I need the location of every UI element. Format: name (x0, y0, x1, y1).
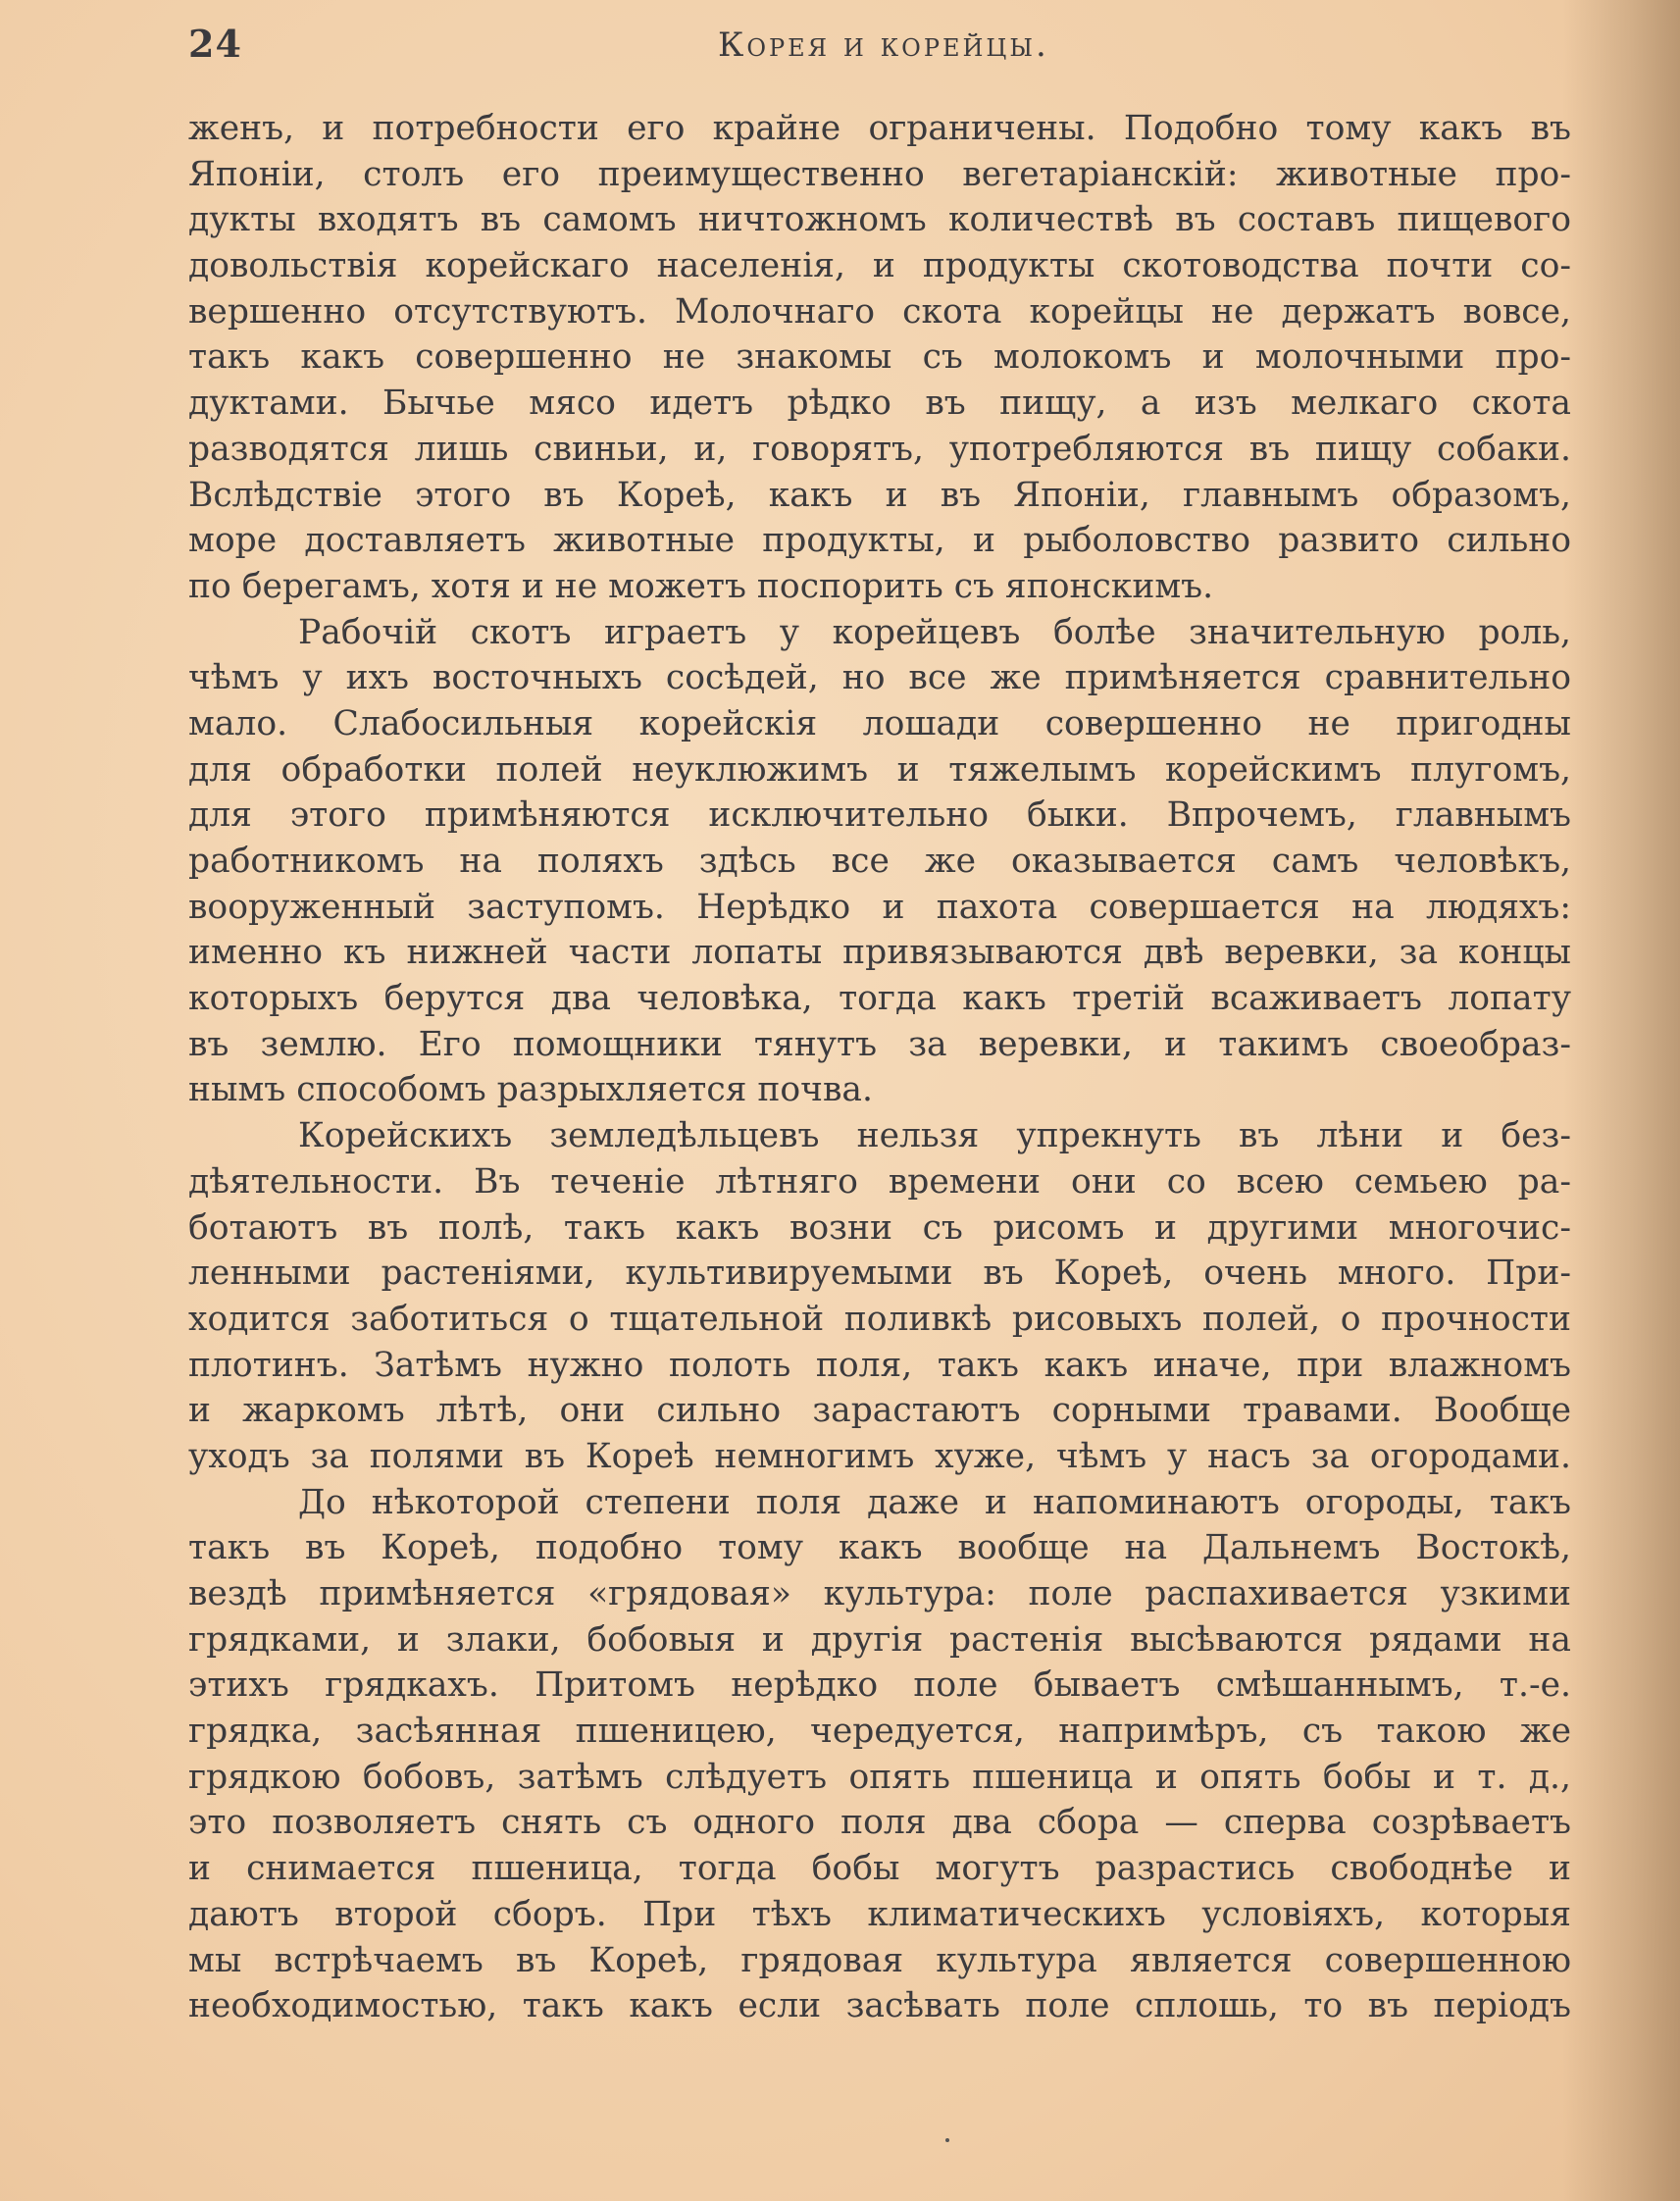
text-line: вездѣ примѣняется «грядовая» культура: поле распахивается узкими (188, 1574, 1571, 1613)
text-line: дуктами. Бычье мясо идетъ рѣдко въ пищу, а изъ мелкаго скота (188, 384, 1571, 424)
text-line: грядка, засѣянная пшеницею, чередуется, напримѣръ, съ такою же (188, 1712, 1571, 1752)
paragraph-first-line: Корейскихъ земледѣльцевъ нельзя упрекнуть въ лѣни и без- (298, 1116, 1571, 1156)
text-line: именно къ нижней части лопаты привязываются двѣ веревки, за концы (188, 933, 1571, 973)
text-line: и снимается пшеница, тогда бобы могутъ разрастись свободнѣе и (188, 1849, 1571, 1889)
text-line: и жаркомъ лѣтѣ, они сильно зарастаютъ сорными травами. Вообще (188, 1391, 1571, 1431)
text-line: даютъ второй сборъ. При тѣхъ климатическихъ условіяхъ, которыя (188, 1894, 1571, 1934)
text-line: женъ, и потребности его крайне ограничены. Подобно тому какъ въ (188, 109, 1571, 148)
text-line: разводятся лишь свиньи, и, говорятъ, употребляются въ пищу собаки. (188, 429, 1571, 469)
text-line: ленными растеніями, культивируемыми въ Кореѣ, очень много. При- (188, 1254, 1571, 1294)
paragraph-first-line: Рабочій скотъ играетъ у корейцевъ болѣе значительную роль, (298, 612, 1571, 652)
text-line: ботаютъ въ полѣ, такъ какъ возни съ рисомъ и другими многочис- (188, 1207, 1571, 1248)
text-line: мы встрѣчаемъ въ Кореѣ, грядовая культура является совершенною (188, 1940, 1571, 1980)
text-line: для обработки полей неуклюжимъ и тяжелымъ корейскимъ плугомъ, (188, 749, 1571, 790)
text-line: грядками, и злаки, бобовыя и другія растенія высѣваются рядами на (188, 1619, 1571, 1660)
text-line: вершенно отсутствуютъ. Молочнаго скота корейцы не держатъ вовсе, (188, 291, 1571, 332)
text-line: работникомъ на поляхъ здѣсь все же оказывается самъ человѣкъ, (188, 842, 1571, 881)
paragraph-last-line: нымъ способомъ разрыхляется почва. (188, 1070, 873, 1110)
text-line: мало. Слабосильныя корейскія лошади совершенно не пригодны (188, 703, 1571, 743)
text-line: грядкою бобовъ, затѣмъ слѣдуетъ опять пшеница и опять бобы и т. д., (188, 1757, 1571, 1797)
text-line: ходится заботиться о тщательной поливкѣ рисовыхъ полей, о прочности (188, 1299, 1571, 1339)
running-title: Корея и корейцы. (718, 26, 1049, 65)
running-head (188, 22, 1571, 80)
text-line: Японіи, столъ его преимущественно вегетаріанскій: животные про- (188, 154, 1571, 194)
text-line: вооруженный заступомъ. Нерѣдко и пахота совершается на людяхъ: (188, 887, 1571, 927)
paper-speck (945, 2138, 949, 2142)
text-line: такъ какъ совершенно не знакомы съ молокомъ и молочными про- (188, 337, 1571, 378)
paragraph-last-line: по берегамъ, хотя и не можетъ поспорить съ японскимъ. (188, 566, 1214, 606)
text-line: довольствія корейскаго населенія, и продукты скотоводства почти со- (188, 246, 1571, 286)
body-text (188, 106, 1571, 2029)
text-line: необходимостью, такъ какъ если засѣвать поле сплошь, то въ періодъ (188, 1986, 1571, 2026)
paragraph-first-line: До нѣкоторой степени поля даже и напоминаютъ огороды, такъ (298, 1482, 1571, 1522)
text-line: чѣмъ у ихъ восточныхъ сосѣдей, но все же примѣняется сравнительно (188, 658, 1571, 698)
text-line: такъ въ Кореѣ, подобно тому какъ вообще на Дальнемъ Востокѣ, (188, 1528, 1571, 1568)
text-line: Вслѣдствіе этого въ Кореѣ, какъ и въ Японіи, главнымъ образомъ, (188, 475, 1571, 515)
text-line: дѣятельности. Въ теченіе лѣтняго времени они со всею семьею ра- (188, 1161, 1571, 1202)
text-line: этихъ грядкахъ. Притомъ нерѣдко поле бываетъ смѣшаннымъ, т.-е. (188, 1665, 1571, 1706)
text-line: море доставляетъ животные продукты, и рыболовство развито сильно (188, 521, 1571, 561)
page-number: 24 (188, 22, 242, 66)
text-line: которыхъ берутся два человѣка, тогда какъ третій всаживаетъ лопату (188, 979, 1571, 1019)
text-line: для этого примѣняются исключительно быки. Впрочемъ, главнымъ (188, 795, 1571, 836)
text-line: уходъ за полями въ Кореѣ немногимъ хуже, чѣмъ у насъ за огородами. (188, 1436, 1571, 1476)
text-line: въ землю. Его помощники тянутъ за веревки, и такимъ своеобраз- (188, 1024, 1571, 1064)
text-line: плотинъ. Затѣмъ нужно полоть поля, такъ какъ иначе, при влажномъ (188, 1345, 1571, 1385)
text-line: это позволяетъ снять съ одного поля два сбора — сперва созрѣваетъ (188, 1803, 1571, 1843)
text-line: дукты входятъ въ самомъ ничтожномъ количествѣ въ составъ пищевого (188, 200, 1571, 240)
